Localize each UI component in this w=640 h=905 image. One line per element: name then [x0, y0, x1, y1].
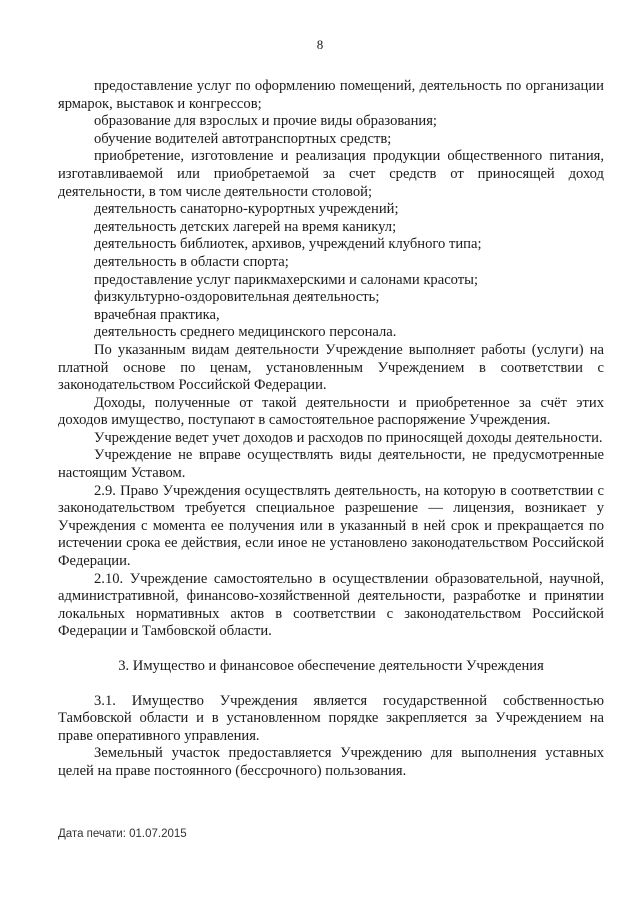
paragraph: образование для взрослых и прочие виды образования; — [94, 113, 437, 130]
paragraph: Учреждение ведет учет доходов и расходов по приносящей доходы деятельности. — [94, 429, 603, 446]
paragraph: 2.10. Учреждение самостоятельно в осуществлении образовательной, научной, административной, финансово-хозяйственной деятельности, разработке и принятии локальных нормативных актов в соответствии с законодательством Российской Федерации и Тамбовской области. — [58, 570, 604, 640]
print-date: Дата печати: 01.07.2015 — [58, 828, 187, 840]
document-body — [58, 78, 604, 781]
paragraph: физкультурно-оздоровительная деятельность; — [94, 289, 380, 306]
paragraph: 2.9. Право Учреждения осуществлять деятельность, на которую в соответствии с законодательством требуется специальное разрешение — лицензия, возникает у Учреждения с момента ее получения или в указанный в ней срок и прекращается по истечении срока ее действия, если иное не установлено законодательством Российской Федерации. — [58, 482, 604, 570]
paragraph: Учреждение не вправе осуществлять виды деятельности, не предусмотренные настоящим Уставом. — [58, 447, 604, 482]
section-heading: 3. Имущество и финансовое обеспечение деятельности Учреждения — [118, 658, 544, 674]
paragraph: врачебная практика, — [94, 306, 220, 323]
paragraph: приобретение, изготовление и реализация продукции общественного питания, изготавливаемой или приобретаемой за счет средств от приносящей доход деятельности, в том числе деятельности столовой; — [58, 148, 604, 200]
paragraph: Доходы, полученные от такой деятельности и приобретенное за счёт этих доходов имущество, поступают в самостоятельное распоряжение Учреждения. — [58, 394, 604, 429]
paragraph: деятельность среднего медицинского персонала. — [94, 324, 397, 341]
page-number: 8 — [316, 37, 324, 52]
paragraph: деятельность санаторно-курортных учреждений; — [94, 201, 399, 218]
paragraph: По указанным видам деятельности Учреждение выполняет работы (услуги) на платной основе по ценам, установленным Учреждением в соответствии с законодательством Российской Федерации. — [58, 341, 604, 394]
paragraph: предоставление услуг парикмахерскими и салонами красоты; — [94, 271, 479, 288]
paragraph: 3.1. Имущество Учреждения является государственной собственностью Тамбовской области и в установленном порядке закрепляется за Учреждением на праве оперативного управления. — [58, 692, 604, 744]
paragraph: предоставление услуг по оформлению помещений, деятельность по организации ярмарок, выставок и конгрессов; — [58, 78, 604, 112]
paragraph: обучение водителей автотранспортных средств; — [94, 130, 392, 147]
paragraph: деятельность библиотек, архивов, учреждений клубного типа; — [94, 236, 482, 253]
paragraph: Земельный участок предоставляется Учреждению для выполнения уставных целей на праве постоянного (бессрочного) пользования. — [58, 745, 604, 779]
paragraph: деятельность в области спорта; — [94, 253, 289, 270]
paragraph: деятельность детских лагерей на время каникул; — [94, 218, 397, 235]
